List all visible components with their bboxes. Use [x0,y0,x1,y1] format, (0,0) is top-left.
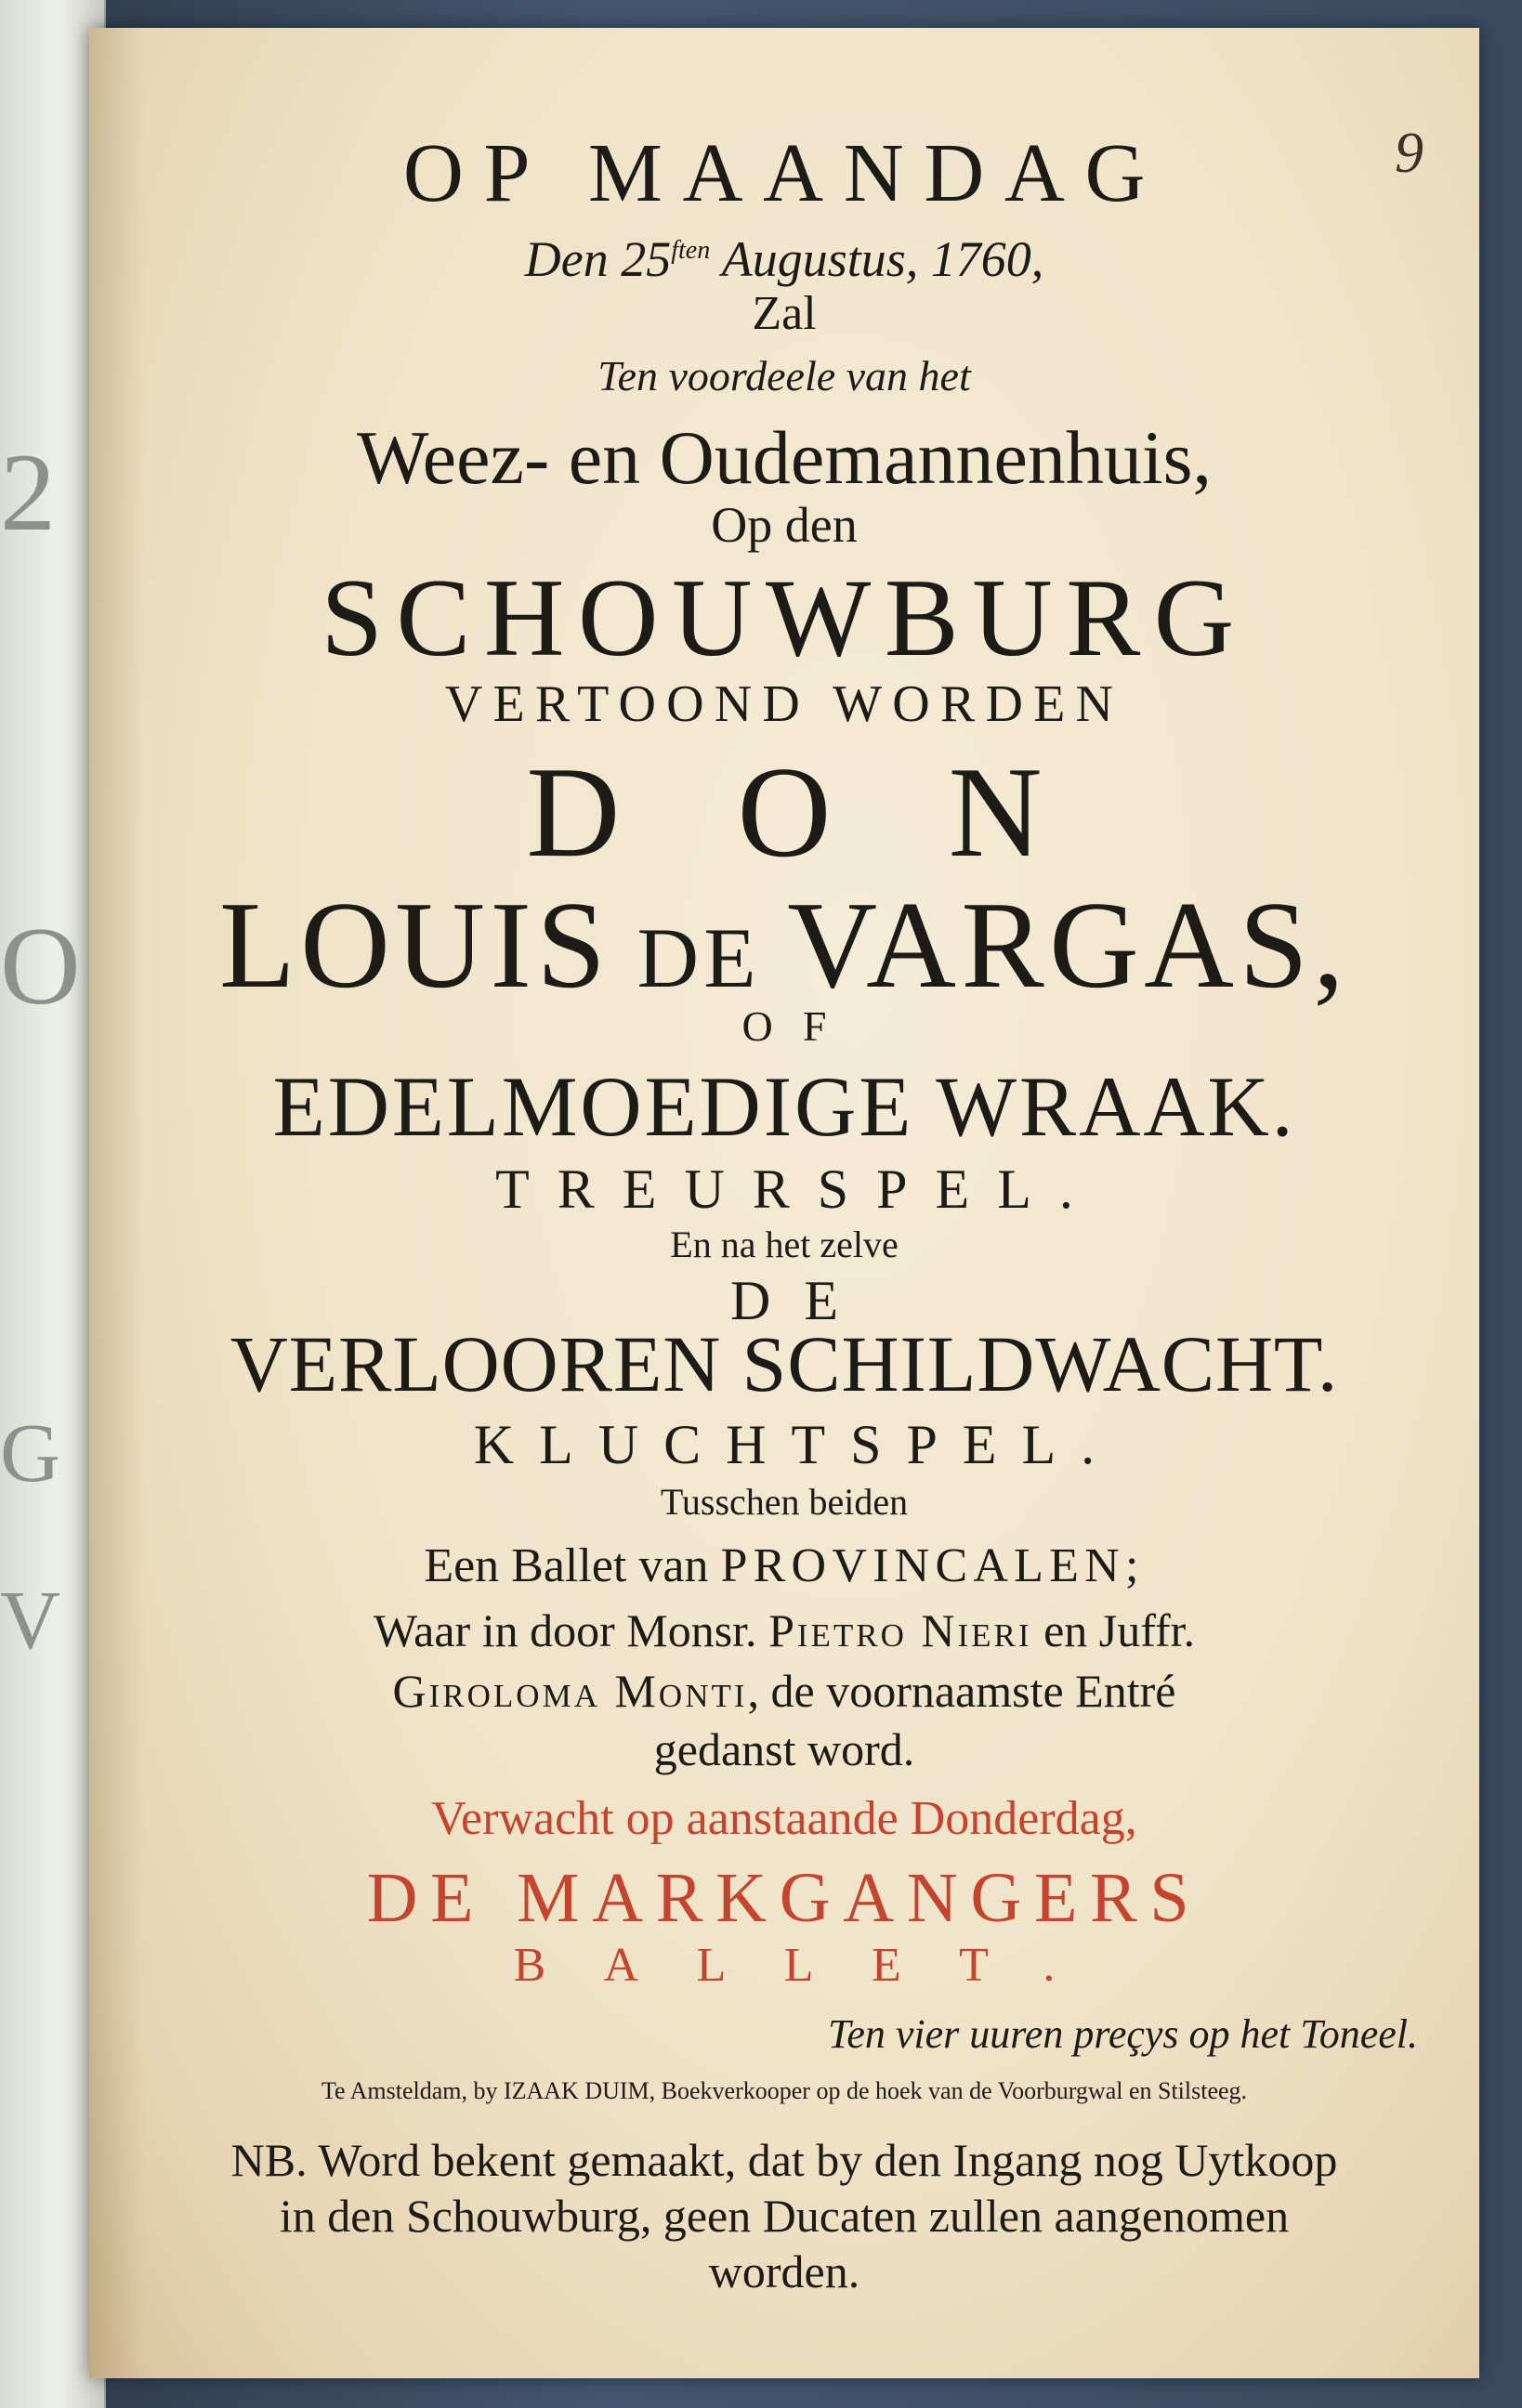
vertoond-worden-line: VERTOOND WORDEN [444,675,1124,733]
date-prefix: Den 25 [524,231,672,287]
playbill-page [89,28,1479,2378]
left-page-mark: V [0,1575,60,1667]
op-den-line: Op den [711,497,858,553]
printer-line: Te Amsteldam, by IZAAK DUIM, Boekverkooper op de hoek van de Voorburgwal en Stilsteeg. [321,2077,1248,2104]
nota-bene-line-1: NB. Word bekent gemaakt, dat by den Ingang nog Uytkoop [230,2134,1338,2186]
dancers-line-1 [89,1604,1479,1656]
nota-bene-line-2: in den Schouwburg, geen Ducaten zullen aangenomen [279,2190,1290,2242]
margin-page-number: 9 [1395,122,1424,185]
announcement-line: Verwacht op aanstaande Donderdag, [431,1792,1137,1845]
en-na-het-zelve-line: En na het zelve [670,1224,899,1265]
dancer-giroloma-monti: Giroloma Monti [392,1665,748,1717]
heading-op-maandag: OP MAANDAG [402,127,1166,219]
ballet-prefix: Een Ballet van [424,1539,721,1592]
date-suffix: Augustus, 1760, [710,231,1044,287]
farce-title: VERLOOREN SCHILDWACHT. [230,1319,1339,1408]
date-line [89,231,1479,287]
ballet-line [89,1539,1479,1592]
gedanst-word-line: gedanst word. [653,1723,915,1775]
schouwburg-title: SCHOUWBURG [321,556,1248,679]
date-superscript: ften [671,236,711,265]
dancers-prefix: Waar in door Monsr. [373,1604,769,1656]
treurspel-line: TREURSPEL. [495,1158,1101,1220]
subtitle-edelmoedige-wraak: EDELMOEDIGE WRAAK. [272,1059,1296,1154]
upcoming-ballet: BALLET. [513,1939,1113,1992]
left-page-mark: G [0,1407,60,1499]
dancers-entre: , de voornaamste Entré [747,1665,1176,1717]
ballet-provincalen: PROVINCALEN; [720,1539,1145,1592]
play-title-don: DON [526,740,1160,884]
of-line: OF [741,1002,857,1050]
zal-line: Zal [752,287,817,340]
de-line: DE [730,1270,872,1331]
title-de: DE [610,910,788,1005]
start-time-line: Ten vier uuren preçys op het Toneel. [827,2011,1418,2057]
tusschen-beiden-line: Tusschen beiden [660,1481,909,1523]
beneficiary-line: Weez- en Oudemannenhuis, [356,415,1213,500]
nota-bene-line-3: worden. [708,2245,860,2297]
left-page-mark: O [0,904,81,1027]
dancers-line-2 [89,1665,1479,1717]
dancers-juffr: en Juffr. [1031,1604,1196,1656]
kluchtspel-line: KLUCHTSPEL. [473,1414,1121,1475]
upcoming-title: DE MARKGANGERS [366,1859,1202,1937]
title-louis: LOUIS [218,876,611,1014]
play-title-name [89,876,1479,1014]
dancer-pietro-nieri: Pietro Nieri [768,1604,1032,1656]
benefit-line: Ten voordeele van het [597,352,971,399]
title-vargas: VARGAS, [787,876,1350,1014]
left-page-mark: 2 [0,430,56,554]
